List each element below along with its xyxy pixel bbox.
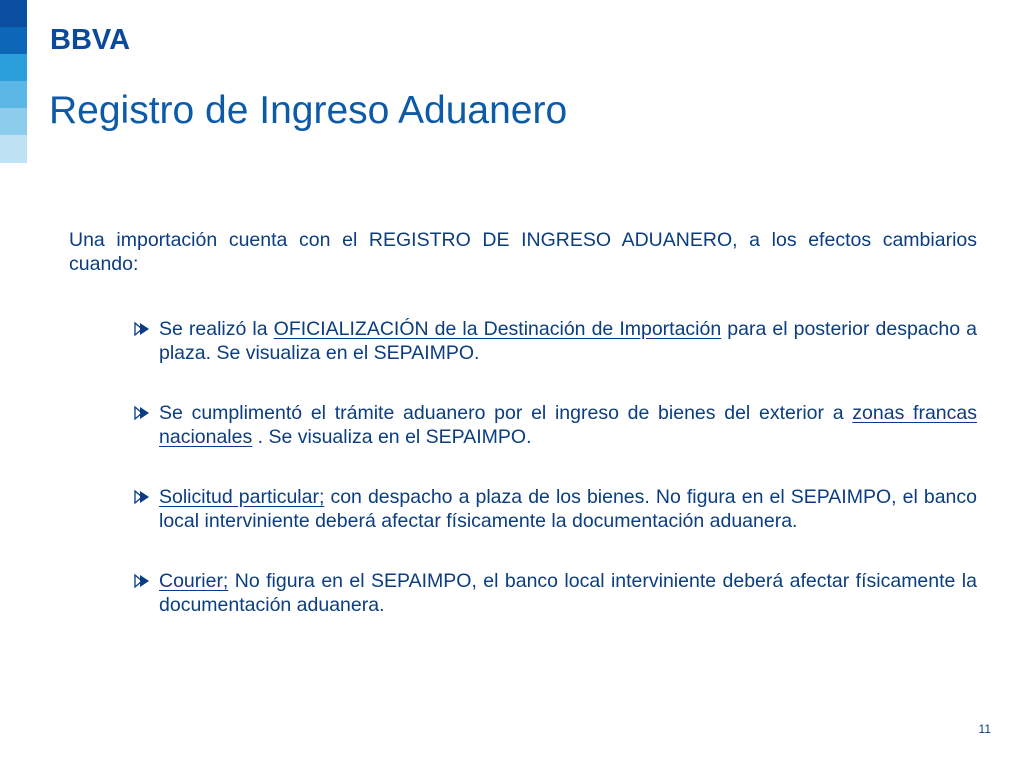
brand-stripe-3	[0, 54, 27, 81]
brand-stripe-5	[0, 108, 27, 135]
bullet-text: Se realizó la	[159, 318, 274, 340]
bullet-item	[159, 569, 977, 617]
underlined-term: OFICIALIZACIÓN de la Destinación de Importación	[273, 318, 722, 340]
bullet-item	[159, 317, 977, 365]
brand-stripe-4	[0, 81, 27, 108]
bullet-item	[159, 401, 977, 449]
page-number: 11	[978, 722, 991, 736]
bullet-text: Se cumplimentó el trámite aduanero por el ingreso de bienes del exterior a	[159, 402, 853, 424]
slide-title: Registro de Ingreso Aduanero	[49, 89, 568, 132]
bullet-text: . Se visualiza en el SEPAIMPO.	[252, 426, 532, 448]
bullet-item	[159, 485, 977, 533]
arrow-bullet-icon	[133, 489, 151, 505]
underlined-term: Courier;	[159, 570, 229, 592]
intro-paragraph: Una importación cuenta con el REGISTRO DE INGRESO ADUANERO, a los efectos cambiarios cuando:	[69, 229, 977, 275]
brand-stripe-1	[0, 0, 27, 27]
slide-content	[69, 228, 977, 653]
bullet-list	[69, 317, 977, 617]
arrow-bullet-icon	[133, 573, 151, 589]
bbva-logo: BBVA	[50, 24, 131, 56]
bullet-text: No figura en el SEPAIMPO, el banco local interviniente deberá afectar físicamente la documentación aduanera.	[159, 570, 977, 616]
arrow-bullet-icon	[133, 405, 151, 421]
underlined-term: zonas francas nacionales	[159, 402, 977, 448]
underlined-term: Solicitud particular;	[159, 486, 325, 508]
bullet-text: para el posterior despacho a plaza. Se visualiza en el SEPAIMPO.	[159, 318, 977, 364]
brand-stripe-6	[0, 135, 27, 163]
brand-stripe-2	[0, 27, 27, 54]
arrow-bullet-icon	[133, 321, 151, 337]
bullet-text: con despacho a plaza de los bienes. No figura en el SEPAIMPO, el banco local interviniente deberá afectar físicamente la documentación aduanera.	[159, 486, 977, 532]
